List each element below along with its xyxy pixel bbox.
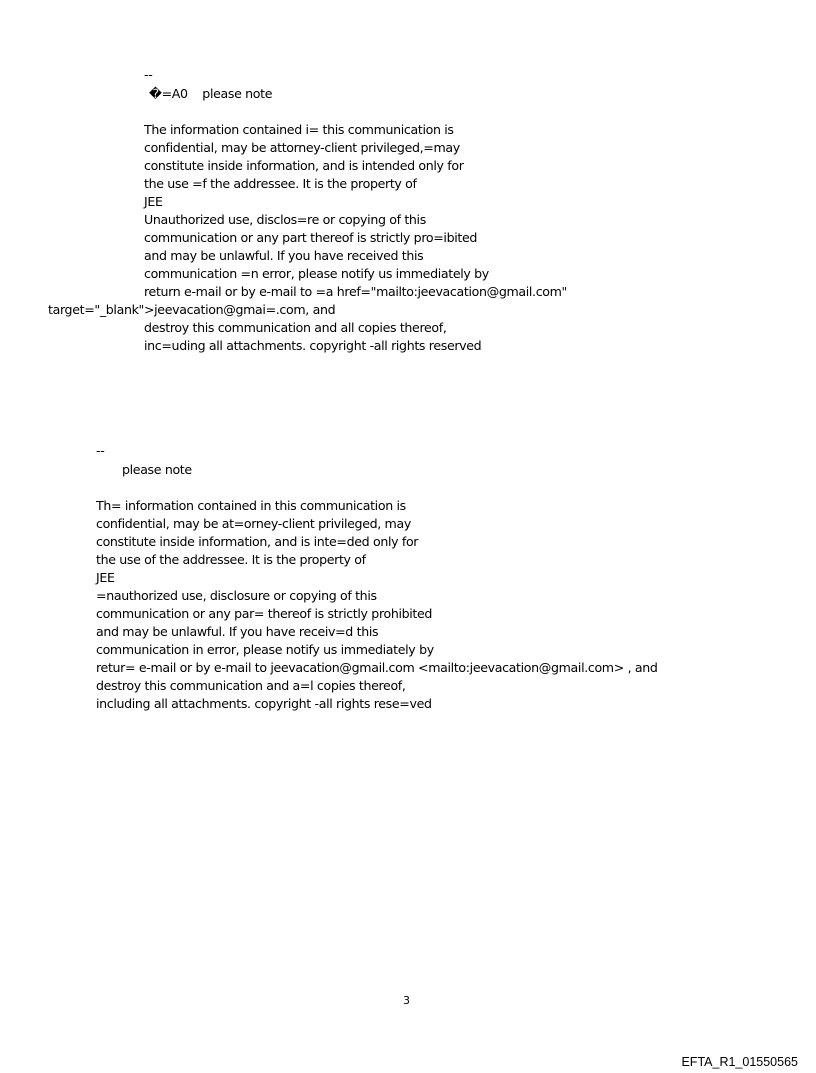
text-line: return e-mail or by e-mail to =a href="mailto:jeevacation@gmail.com" xyxy=(144,284,567,299)
separator: -- xyxy=(144,67,153,82)
text-line: Unauthorized use, disclos=re or copying of this xyxy=(144,212,426,227)
separator: -- xyxy=(96,443,105,458)
text-line: JEE xyxy=(96,570,115,585)
text-line: The information contained i= this communication is xyxy=(144,122,454,137)
text-line: destroy this communication and a=l copies thereof, xyxy=(96,678,406,693)
text-line: including all attachments. copyright -all rights rese=ved xyxy=(96,696,432,711)
text-line: constitute inside information, and is intended only for xyxy=(144,158,464,173)
document-id: EFTA_R1_01550565 xyxy=(681,1055,798,1069)
text-line: =nauthorized use, disclosure or copying of this xyxy=(96,588,377,603)
text-line: constitute inside information, and is inte=ded only for xyxy=(96,534,419,549)
text-line: destroy this communication and all copies thereof, xyxy=(144,320,447,335)
text-line: confidential, may be attorney-client privileged,=may xyxy=(144,140,460,155)
text-line: target="_blank">jeevacation@gmai=.com, and xyxy=(48,302,336,317)
text-line: and may be unlawful. If you have receiv=d this xyxy=(96,624,379,639)
text-line: confidential, may be at=orney-client privileged, may xyxy=(96,516,411,531)
text-line: communication =n error, please notify us immediately by xyxy=(144,266,489,281)
text-line: retur= e-mail or by e-mail to jeevacation@gmail.com <mailto:jeevacation@gmail.com> , and xyxy=(96,660,658,675)
text-line: inc=uding all attachments. copyright -all rights reserved xyxy=(144,338,482,353)
text-line: and may be unlawful. If you have received this xyxy=(144,248,424,263)
text-line: communication or any part thereof is strictly pro=ibited xyxy=(144,230,478,245)
note-header: please note xyxy=(122,462,192,477)
text-line: the use of the addressee. It is the property of xyxy=(96,552,366,567)
page-number: 3 xyxy=(403,994,410,1007)
text-line: Th= information contained in this communication is xyxy=(96,498,406,513)
text-line: communication in error, please notify us immediately by xyxy=(96,642,434,657)
note-header: �=A0 please note xyxy=(149,86,273,101)
text-line: the use =f the addressee. It is the property of xyxy=(144,176,417,191)
text-line: communication or any par= thereof is strictly prohibited xyxy=(96,606,433,621)
text-line: JEE xyxy=(144,194,163,209)
